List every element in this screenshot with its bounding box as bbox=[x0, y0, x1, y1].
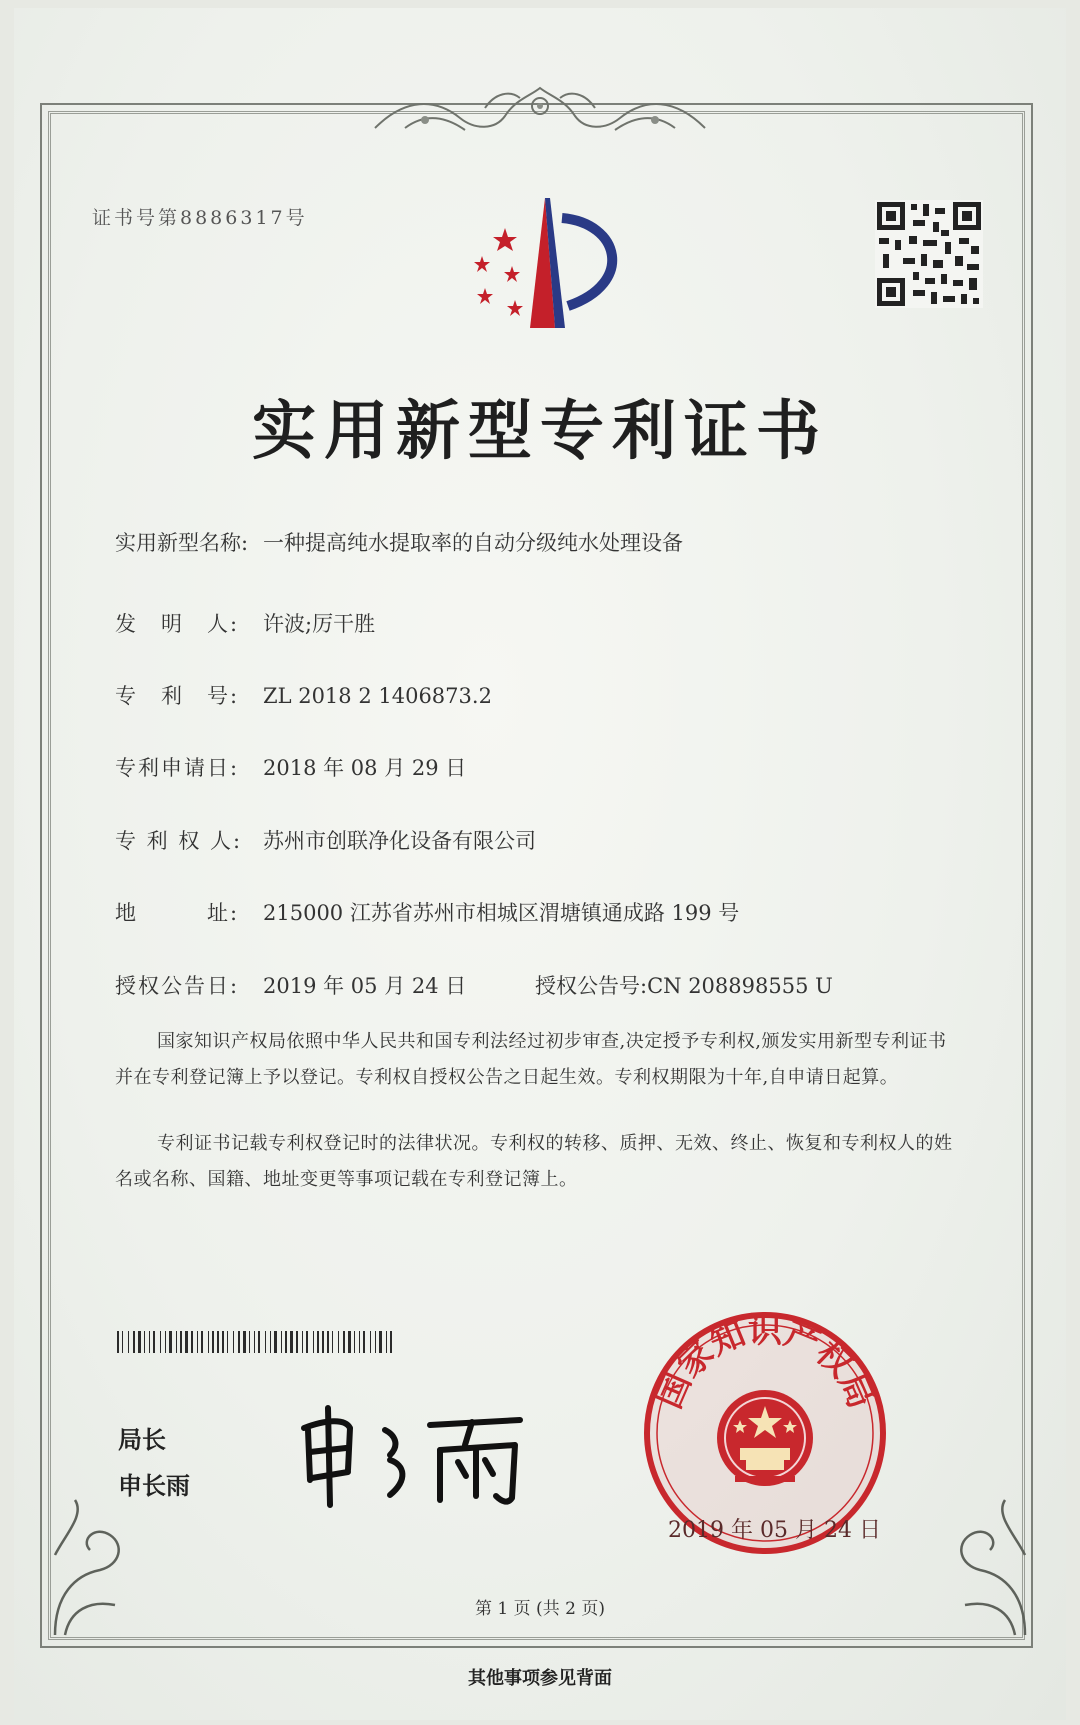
field-label: 专 利 号: bbox=[115, 684, 240, 708]
barcode-icon bbox=[117, 1331, 393, 1353]
field-address bbox=[115, 897, 739, 927]
legal-paragraph-1: 国家知识产权局依照中华人民共和国专利法经过初步审查,决定授予专利权,颁发实用新型专利证书并在专利登记簿上予以登记。专利权自授权公告之日起生效。专利权期限为十年,自申请日起算。 bbox=[115, 1031, 947, 1088]
field-grant-date bbox=[115, 970, 466, 1000]
field-label: 授权公告日: bbox=[115, 974, 240, 998]
field-filing-date bbox=[115, 752, 466, 782]
field-patentee bbox=[115, 825, 536, 855]
field-label: 专 利 权 人: bbox=[115, 829, 243, 853]
field-label: 发 明 人: bbox=[115, 612, 240, 636]
field-patent-number bbox=[115, 680, 492, 710]
seal-date: 2019 年 05 月 24 日 bbox=[668, 1518, 881, 1543]
field-value: 215000 江苏省苏州市相城区渭塘镇通成路 199 号 bbox=[263, 901, 740, 925]
field-label: 专利申请日: bbox=[115, 756, 240, 780]
national-emblem-icon bbox=[717, 1390, 813, 1486]
page-number: 第 1 页 (共 2 页) bbox=[475, 1599, 605, 1619]
bottom-left-ornament bbox=[45, 1495, 135, 1645]
field-label: 授权公告号: bbox=[535, 974, 648, 998]
field-inventor bbox=[115, 608, 375, 638]
certificate-title: 实用新型专利证书 bbox=[252, 394, 828, 469]
legal-paragraph-2: 专利证书记载专利权登记时的法律状况。专利权的转移、质押、无效、终止、恢复和专利权人的姓名或名称、国籍、地址变更等事项记载在专利登记簿上。 bbox=[115, 1133, 953, 1190]
field-value: 许波;厉干胜 bbox=[263, 612, 376, 636]
signatory-name: 申长雨 bbox=[118, 1472, 190, 1500]
field-value: ZL 2018 2 1406873.2 bbox=[263, 684, 492, 708]
certificate-number: 证书号第8886317号 bbox=[92, 207, 308, 229]
seal-text: 国家知识产权局 bbox=[649, 1311, 881, 1415]
field-label: 地 址: bbox=[115, 901, 240, 925]
field-value: 一种提高纯水提取率的自动分级纯水处理设备 bbox=[263, 531, 683, 555]
top-ornament bbox=[365, 78, 715, 148]
field-value: 2018 年 08 月 29 日 bbox=[263, 756, 467, 780]
patent-office-logo-icon bbox=[450, 188, 640, 338]
field-value: CN 208898555 U bbox=[647, 974, 833, 998]
field-label: 实用新型名称: bbox=[115, 531, 249, 555]
handwritten-signature bbox=[290, 1400, 550, 1510]
qr-code-icon bbox=[875, 200, 983, 308]
field-grant-number bbox=[535, 970, 833, 1000]
field-utility-model-name bbox=[115, 527, 683, 557]
bottom-right-ornament bbox=[945, 1495, 1035, 1645]
footer-note: 其他事项参见背面 bbox=[468, 1668, 612, 1689]
field-value: 苏州市创联净化设备有限公司 bbox=[263, 829, 536, 853]
field-value: 2019 年 05 月 24 日 bbox=[263, 974, 467, 998]
signatory-title: 局长 bbox=[118, 1426, 166, 1454]
